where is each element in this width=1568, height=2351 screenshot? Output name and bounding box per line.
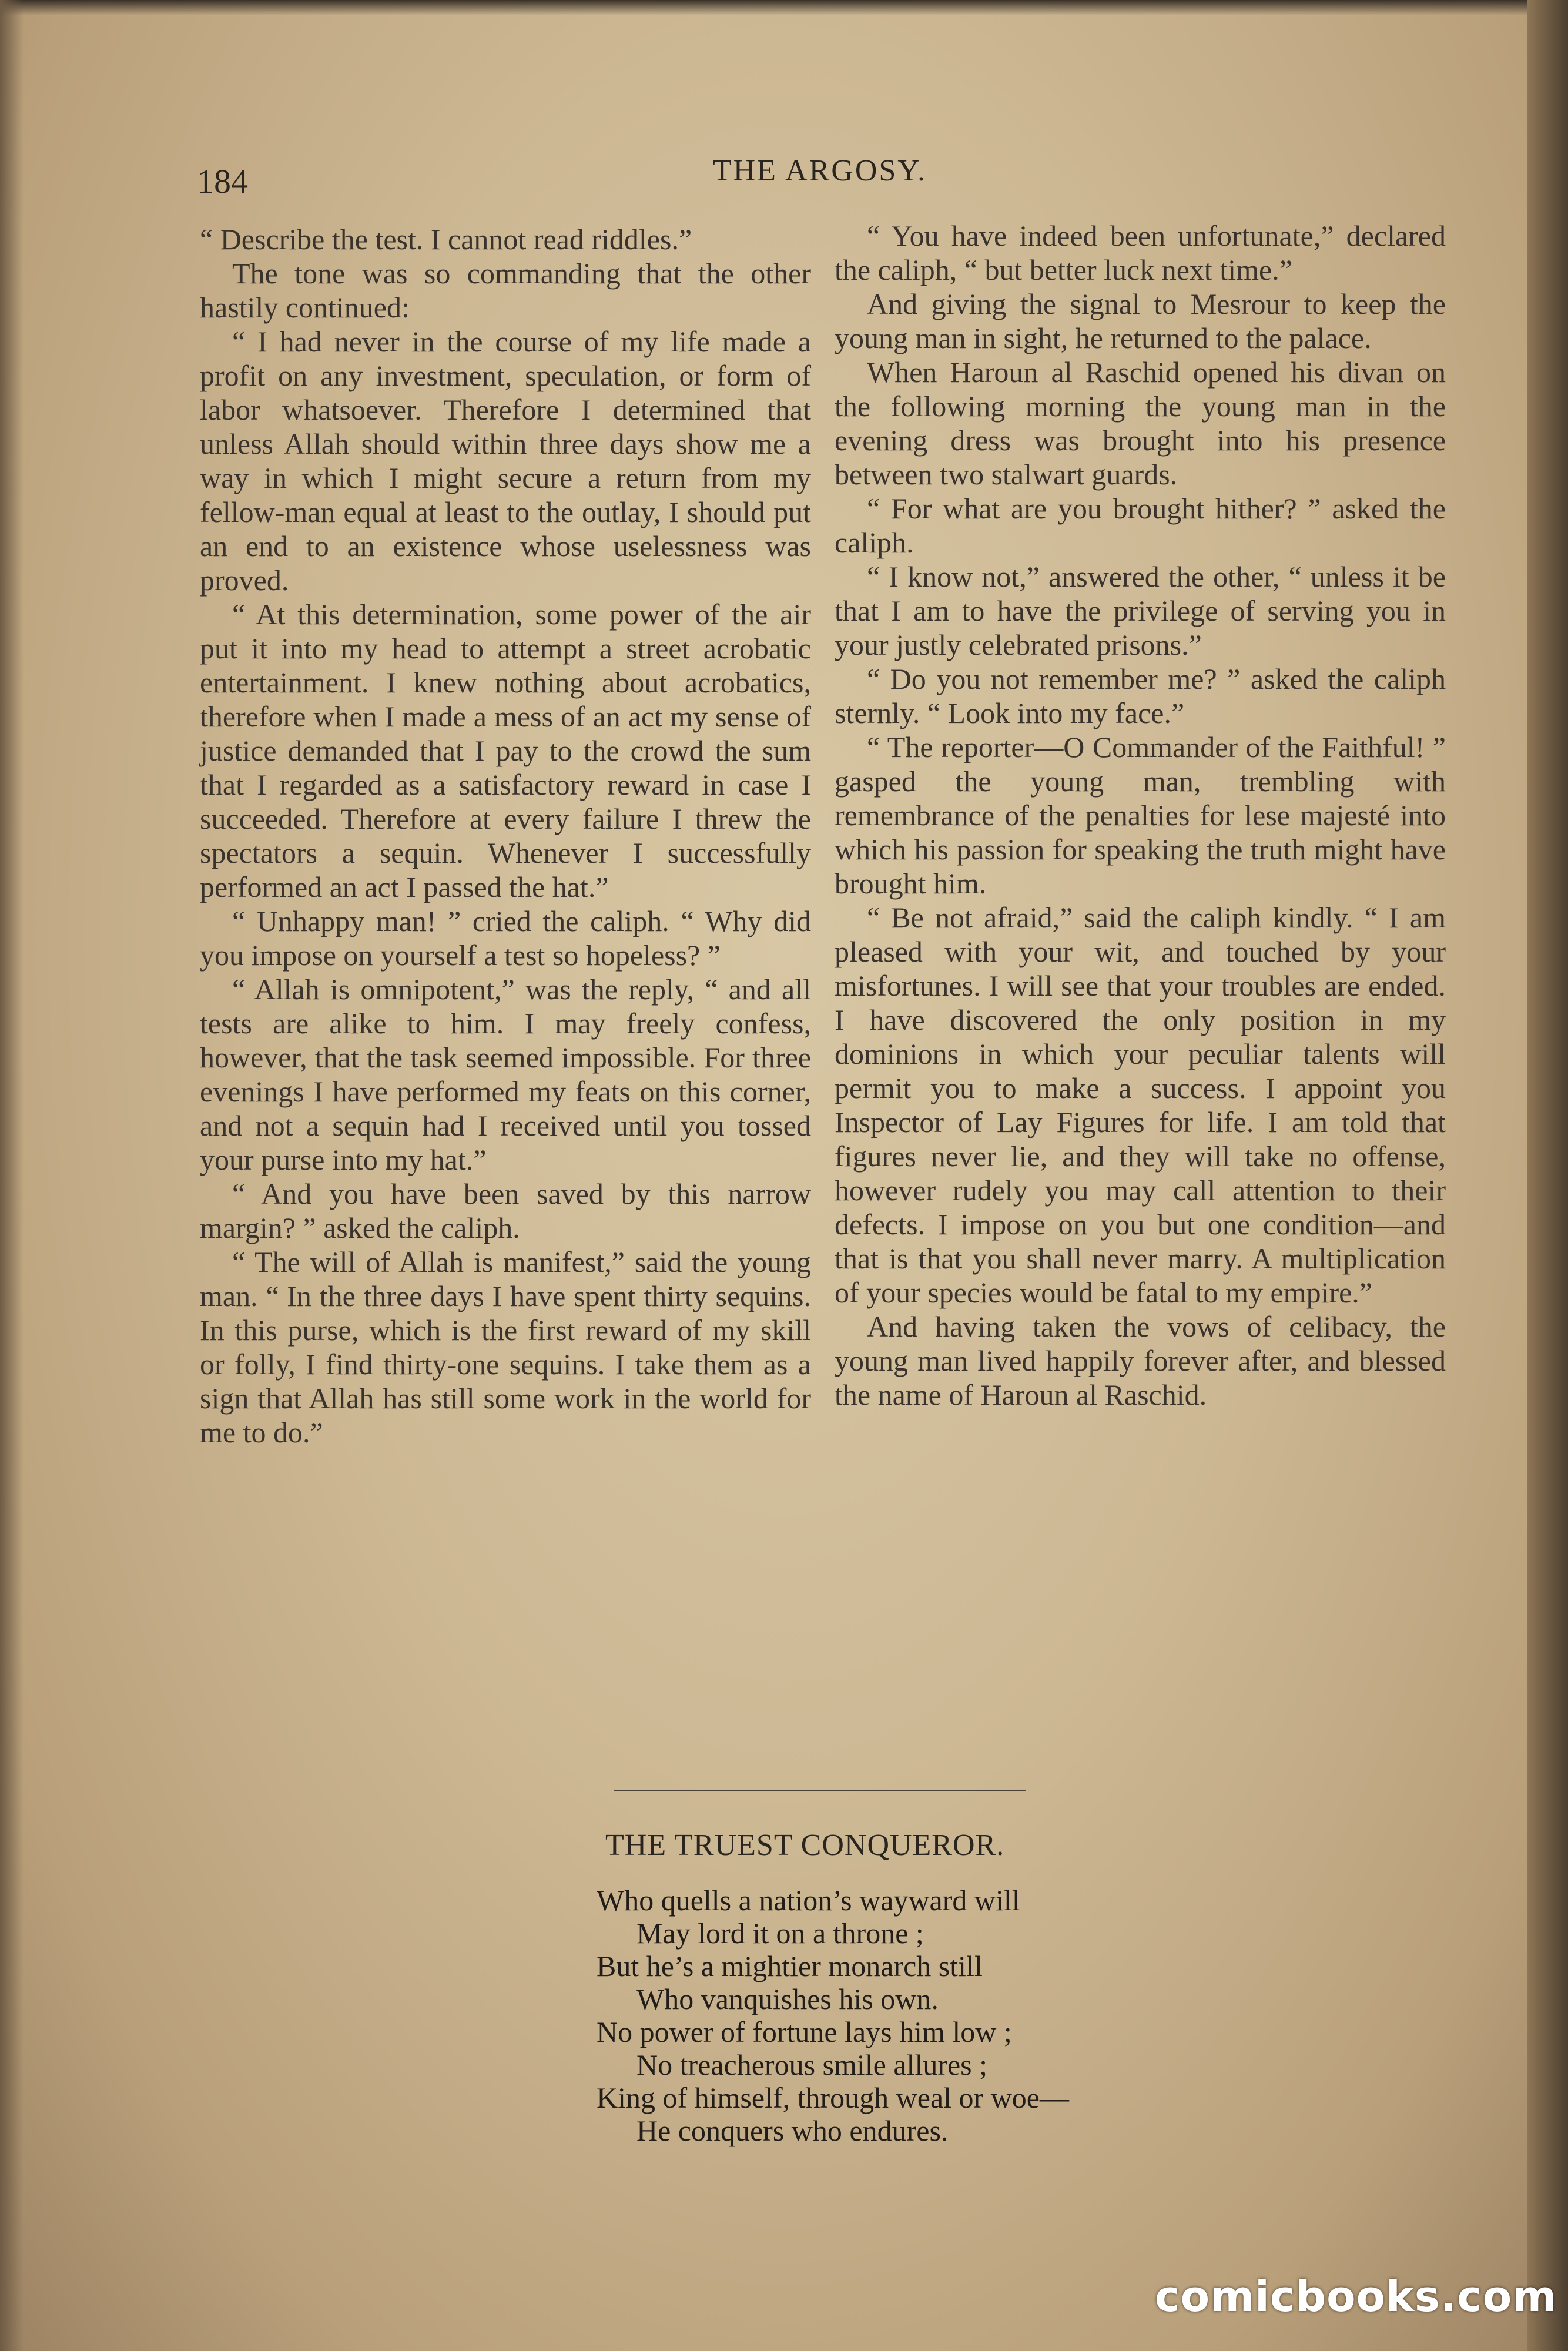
page-number: 184	[197, 162, 248, 200]
running-title: THE ARGOSY.	[712, 154, 927, 187]
paragraph: “ Describe the test. I cannot read riddles.”	[200, 223, 692, 256]
paragraph: “ Unhappy man! ” cried the caliph. “ Why did you impose on yourself a test so hopeless? ”	[200, 905, 811, 972]
watermark: comicbooks.com	[1155, 2272, 1557, 2321]
paragraph: “ I know not,” answered the other, “ unless it be that I am to have the privilege of serving you in your justly celebrated prisons.”	[835, 560, 1446, 661]
paragraph: “ I had never in the course of my life made a profit on any investment, speculation, or form of labor whatsoever. Therefore I determined that unless Allah should within three days show me a way in which I might secure a return from my fellow-man equal at least to the outlay, I should put an end to an existence whose uselessness was proved.	[200, 325, 811, 597]
paragraph: The tone was so commanding that the other hastily continued:	[200, 257, 811, 324]
page-left-shadow	[0, 0, 24, 2351]
paragraph: “ Do you not remember me? ” asked the caliph sternly. “ Look into my face.”	[835, 662, 1446, 729]
poem-line: May lord it on a throne ;	[636, 1917, 924, 1950]
page-top-shadow	[0, 0, 1568, 15]
poem-line: Who quells a nation’s wayward will	[597, 1884, 1020, 1917]
poem-line: King of himself, through weal or woe—	[597, 2081, 1070, 2114]
left-column	[200, 222, 811, 1449]
paragraph: “ The reporter—O Commander of the Faithful! ” gasped the young man, trembling with remembrance of the penalties for lese majesté into which his passion for speaking the truth might have brought him.	[835, 731, 1446, 900]
paragraph: “ For what are you brought hither? ” asked the caliph.	[835, 492, 1446, 559]
poem-line: Who vanquishes his own.	[636, 1982, 939, 2015]
paragraph: “ Be not afraid,” said the caliph kindly. “ I am pleased with your wit, and touched by your misfortunes. I will see that your troubles are ended. I have discovered the only position in my dominions in which your peculiar talents will permit you to make a success. I appoint you Inspector of Lay Figures for life. I am told that figures never lie, and they will take no offense, however rudely you may call attention to their defects. I impose on you but one condition—and that is that you shall never marry. A multiplication of your species would be fatal to my empire.”	[835, 901, 1446, 1309]
page-header	[197, 150, 1443, 203]
right-column	[835, 219, 1446, 1412]
poem-title: THE TRUEST CONQUEROR.	[605, 1828, 1005, 1862]
paragraph: When Haroun al Raschid opened his divan on the following morning the young man in the evening dress was brought into his presence between two stalwart guards.	[835, 356, 1446, 491]
poem-line: No treacherous smile allures ;	[636, 2048, 988, 2081]
paragraph: “ At this determination, some power of the air put it into my head to attempt a street acrobatic entertainment. I knew nothing about acrobatics, therefore when I made a mess of an act my sense of justice demanded that I pay to the crowd the sum that I regarded as a satisfactory reward in case I succeeded. Therefore at every failure I threw the spectators a sequin. Whenever I successfully performed an act I passed the hat.”	[200, 598, 811, 903]
paragraph: And giving the signal to Mesrour to keep the young man in sight, he returned to the palace.	[835, 287, 1446, 354]
page-binding-edge	[1527, 0, 1568, 2351]
paragraph: “ You have indeed been unfortunate,” declared the caliph, “ but better luck next time.”	[835, 219, 1446, 286]
paragraph: “ Allah is omnipotent,” was the reply, “ and all tests are alike to him. I may freely confess, however, that the task seemed impossible. For three evenings I have performed my feats on this corner, and not a sequin had I received until you tossed your purse into my hat.”	[200, 973, 811, 1176]
poem	[597, 1884, 1243, 2147]
poem-line: He conquers who endures.	[636, 2114, 949, 2147]
poem-line: No power of fortune lays him low ;	[597, 2015, 1012, 2048]
section-divider	[614, 1790, 1026, 1791]
paragraph: “ And you have been saved by this narrow margin? ” asked the caliph.	[200, 1177, 811, 1244]
paragraph: And having taken the vows of celibacy, the young man lived happily forever after, and blessed the name of Haroun al Raschid.	[835, 1310, 1446, 1411]
paragraph: “ The will of Allah is manifest,” said the young man. “ In the three days I have spent thirty sequins. In this purse, which is the first reward of my skill or folly, I find thirty-one sequins. I take them as a sign that Allah has still some work in the world for me to do.”	[200, 1245, 811, 1449]
poem-line: But he’s a mightier monarch still	[597, 1950, 983, 1982]
